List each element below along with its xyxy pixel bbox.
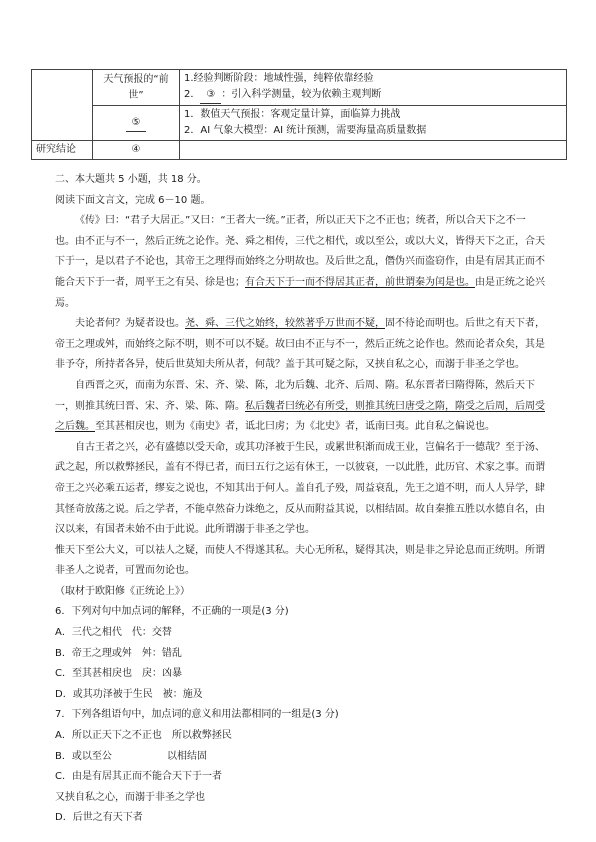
- fill-blank-5: [93, 106, 180, 141]
- section-heading: 二、本大题共 5 小题，共 18 分。: [55, 174, 207, 185]
- item-number: 2．: [184, 89, 201, 100]
- question-7: [55, 705, 545, 829]
- option-b: B．帝王之理或舛 舛：错乱: [55, 647, 182, 659]
- table-stage-detail: [180, 70, 567, 106]
- fill-blank-3: ③: [200, 87, 221, 104]
- passage-paragraph-1: [55, 211, 545, 314]
- passage-text: 固不待论而明也。后世之有天下者，帝王之理或舛，而始终之际不明，则不可以不疑。故曰由不正与不一，然后正统之论作也。然而论者众矣，其是非予夺，所持者各异，使后世莫知夫所从者，何哉？盖于其可疑之际，又挟自私之心，而溺于非圣之学也。: [55, 318, 545, 371]
- section-instruction: 阅读下面文言文，完成 6－10 题。: [55, 194, 211, 206]
- passage-paragraph-4: 自古王者之兴，必有盛德以受天命，或其功泽被于生民，或累世积渐而成王业，岂偏名于一德哉？至于汤、武之起，所以救弊拯民，盖有不得已者，而曰五行之运有休王，一以彼衰，一以此胜，此历官、术家之事。而谓帝王之兴必乘五运者，缪妄之说也，不知其出于何人。盖自孔子殁，周益衰乱，先王之道不明，而人人异学，肆其怪奇放荡之说。后之学者，不能卓然奋力诛绝之，反从而附益其说，以相结固。故自秦推五胜以水德自名，由汉以来，有国者未始不由于此说。此所谓溺于非圣之学也。: [55, 441, 545, 536]
- option-text: 以相结固: [167, 750, 207, 762]
- table-stage-label: 天气预报的“前世”: [93, 70, 180, 106]
- option-a: A．所以正天下之不正也 所以救弊拯民: [55, 730, 232, 742]
- blank-label: ⑤: [126, 115, 147, 132]
- table-detail-line: 1．数值天气预报：客观定量计算，面临算力挑战: [184, 109, 401, 120]
- table-row: [32, 141, 567, 160]
- option-d: D．后世之有天下者: [55, 812, 143, 824]
- passage-source: （取材于欧阳修《正统论上》）: [55, 585, 190, 597]
- detail-text: ：引入科学测量，较为依赖主观判断: [221, 89, 382, 100]
- option-c: C．至其甚相戾也 戾：凶暴: [55, 668, 182, 680]
- question-6: [55, 602, 545, 705]
- question-stem: 7．下列各组语句中，加点词的意义和用法都相同的一组是(3 分): [55, 709, 339, 721]
- passage-text: 自西晋之灭，而南为东晋、宋、齐、梁、陈，北为后魏、北齐、后周、隋。私东晋者曰隋得陈，然后天下一，则推其统曰晋、宋、齐、梁、陈、隋。: [55, 379, 535, 412]
- question-stem: 6．下列对句中加点词的解释，不正确的一项是(3 分): [55, 606, 289, 618]
- passage-paragraph-5: 惟天下至公大义，可以祛人之疑，而使人不得遂其私。夫心无所私，疑得其决，则是非之异论息而正统明。所谓非圣人之说者，可置而勿论也。: [55, 544, 545, 577]
- table-empty-cell: [180, 141, 567, 160]
- option-b: [55, 747, 545, 768]
- passage-text: 《传》曰：“君子大居正。”又曰：“王者大一统。”正者，所以正天下之不正也；统者，所以合天下之不一也。由不正与不一，然后正统之论作。尧、舜之相传，三代之相代，或以至公，或以大义，皆得天下之正，合天下于一，是以君子不论也，其帝王之理得而始终之分明故也。及后世之乱，僭伪兴而盗窃作，由是有居其正而不能合天下于一者，周平王之有吴、徐是也；: [55, 215, 545, 288]
- table-row: [32, 106, 567, 141]
- option-c-pair: 又挟自私之心，而溺于非圣之学也: [55, 791, 205, 803]
- table-detail-line: [184, 87, 562, 104]
- passage-paragraph-3: [55, 376, 545, 438]
- underlined-sentence: 尧、舜、三代之始终，较然著乎万世而不疑，: [185, 318, 385, 330]
- option-d: D．或其功泽被于生民 被：施及: [55, 688, 203, 700]
- passage-text: 夫论者何？为疑者设也。: [75, 318, 185, 330]
- section-two: [55, 170, 545, 829]
- passage-text: 由是正统之论兴焉。: [55, 276, 545, 309]
- underlined-sentence: 私后魏者曰统必有所受，则推其统曰唐受之隋，隋受之后周，后周受之后魏。: [55, 400, 545, 433]
- option-c: C．由是有居其正而不能合天下于一者: [55, 771, 222, 783]
- research-table: [31, 69, 567, 160]
- underlined-sentence: 有合天下于一而不得居其正者，前世谓秦为闰是也。: [245, 276, 475, 288]
- option-a: A．三代之相代 代：交替: [55, 627, 172, 639]
- table-empty-cell: [32, 70, 93, 141]
- passage-text: 至其甚相戾也，则为《南史》者，诋北曰虏；为《北史》者，诋南曰夷。此自私之偏说也。: [95, 421, 495, 433]
- table-detail-line: 2．AI 气象大模型：AI 统计预测，需要海量高质量数据: [184, 125, 427, 136]
- passage-paragraph-2: [55, 314, 545, 376]
- table-detail-line: 1.经验判断阶段：地域性强，纯粹依靠经验: [184, 73, 374, 84]
- table-stage-detail: [180, 106, 567, 141]
- table-row: [32, 70, 567, 106]
- option-text: B．或以至公: [55, 750, 112, 762]
- fill-blank-4: ④: [93, 141, 180, 160]
- conclusion-head: 研究结论: [32, 141, 93, 160]
